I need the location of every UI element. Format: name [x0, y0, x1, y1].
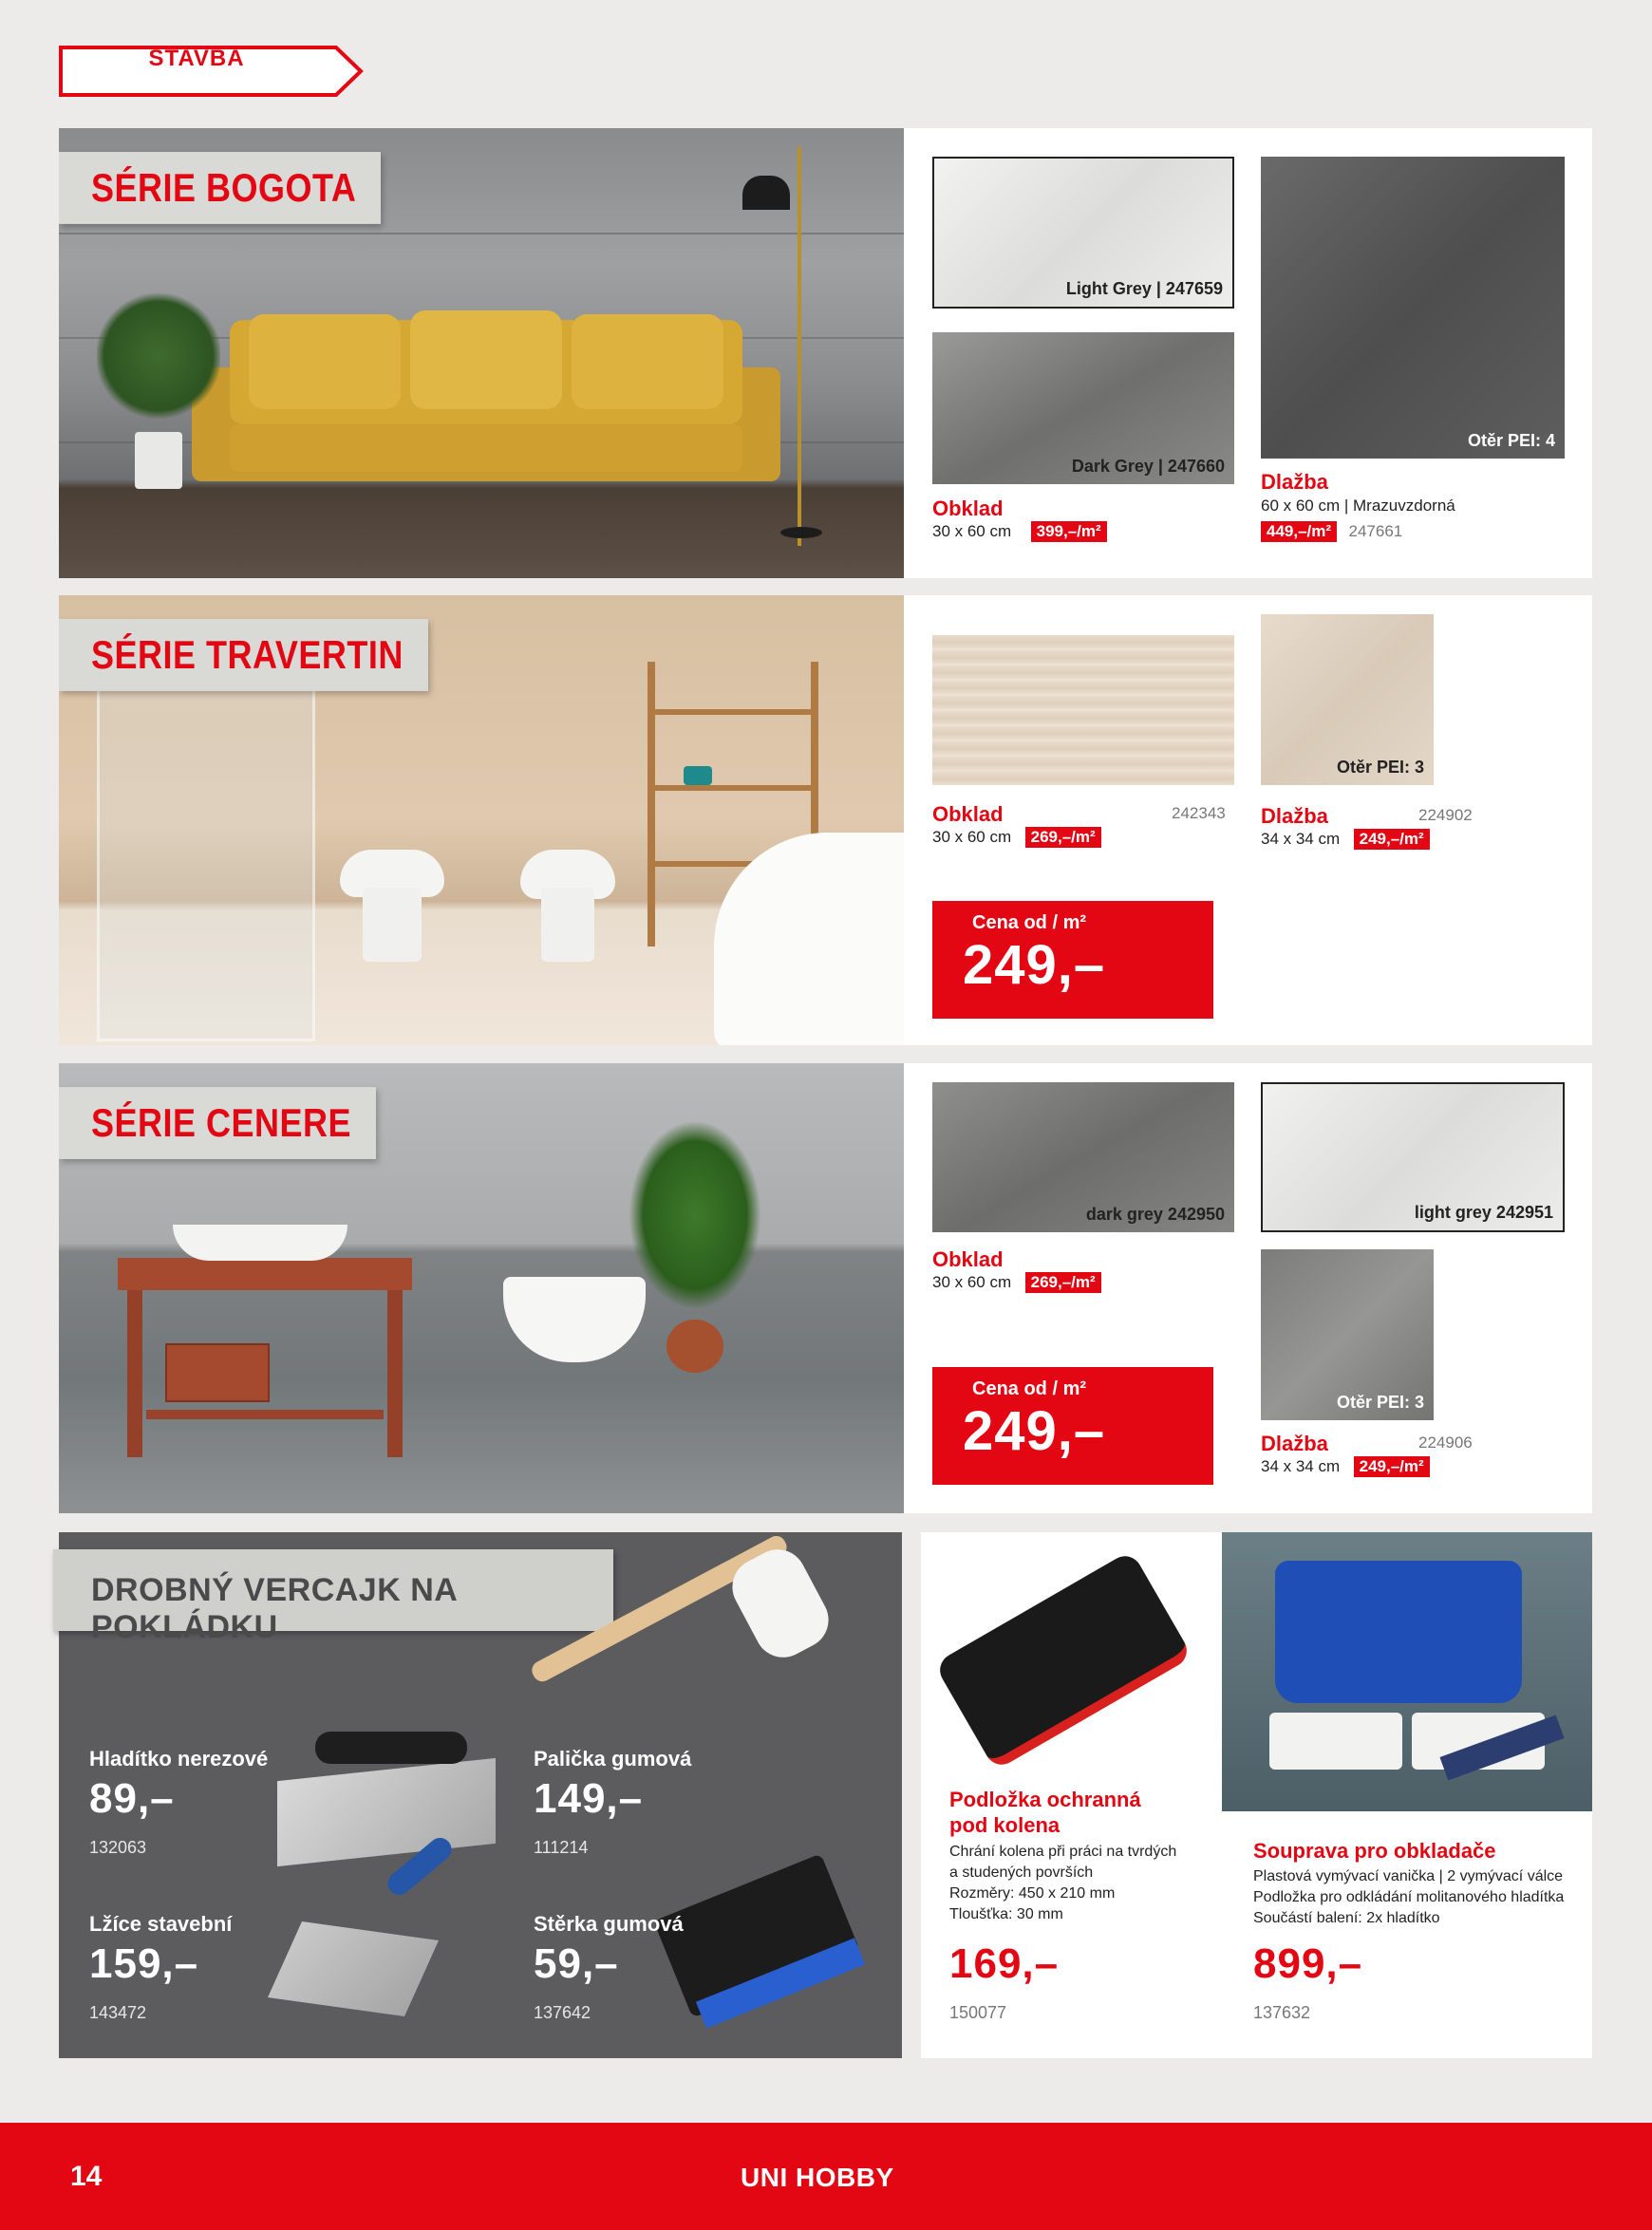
- travertin-dlazba-info: [1261, 829, 1430, 850]
- tool-name-sterka: Stěrka gumová: [534, 1912, 684, 1936]
- tiler-kit-desc-2: Podložka pro odkládání molitanového hladítka: [1253, 1889, 1565, 1905]
- tool-name-lzice: Lžíce stavební: [89, 1912, 233, 1936]
- kneepad-name-1: Podložka ochranná: [949, 1788, 1141, 1811]
- kneepad-desc-4: Tloušťka: 30 mm: [949, 1906, 1063, 1922]
- tool-price-palicka: 149,–: [534, 1775, 644, 1822]
- bogota-obklad-name: Obklad: [932, 497, 1004, 520]
- cenere-dlazba-code: 224906: [1418, 1434, 1473, 1452]
- cenere-obklad-price: 269,–/m²: [1025, 1272, 1101, 1293]
- travertin-price-from: [932, 901, 1213, 1019]
- cenere-dlazba-info: [1261, 1456, 1430, 1477]
- page-number: 14: [70, 2161, 103, 2192]
- cenere-price-from: [932, 1367, 1213, 1485]
- bogota-products-card: [904, 128, 1592, 578]
- kneepad-desc-2: a studených površích: [949, 1865, 1094, 1881]
- bogota-dlazba-size: 60 x 60 cm | Mrazuvzdorná: [1261, 497, 1455, 515]
- bogota-floor-pei: Otěr PEI: 4: [1467, 431, 1555, 450]
- rubber-mallet-image: [534, 1551, 837, 1732]
- bogota-tile-light-grey: [932, 157, 1234, 309]
- potted-tree-image: [629, 1120, 761, 1377]
- bogota-dlazba-code: 247661: [1348, 522, 1403, 540]
- cenere-dlazba-price: 249,–/m²: [1354, 1456, 1430, 1477]
- travertin-floor-pei: Otěr PEI: 3: [1336, 758, 1424, 777]
- cenere-series-title: SÉRIE CENERE: [59, 1087, 376, 1159]
- tools-panel: [59, 1532, 902, 2058]
- bogota-obklad-price: 399,–/m²: [1031, 521, 1107, 542]
- travertin-price-from-label: Cena od / m²: [972, 912, 1087, 933]
- kneepad-desc-1: Chrání kolena při práci na tvrdých: [949, 1844, 1177, 1860]
- kneepad-card: [921, 1532, 1222, 2058]
- cenere-tile-floor: [1261, 1249, 1434, 1420]
- section-tag-label: STAVBA: [148, 46, 245, 71]
- travertin-tile-floor: [1261, 614, 1434, 785]
- tiler-kit-desc-3: Součástí balení: 2x hladítko: [1253, 1910, 1440, 1926]
- tiler-kit-name: Souprava pro obkladače: [1253, 1839, 1496, 1863]
- bogota-series-title: SÉRIE BOGOTA: [59, 152, 381, 224]
- cenere-dlazba-size: 34 x 34 cm: [1261, 1457, 1341, 1475]
- bricklayer-trowel-image: [268, 1855, 477, 2026]
- cenere-photo: [59, 1063, 904, 1513]
- kneepad-image: [949, 1561, 1177, 1751]
- travertin-obklad-info: [932, 827, 1101, 848]
- tiler-kit-code: 137632: [1253, 2003, 1311, 2022]
- cenere-price-from-value: 249,–: [963, 1400, 1106, 1462]
- cenere-obklad-size: 30 x 60 cm: [932, 1273, 1012, 1291]
- travertin-obklad-name: Obklad: [932, 802, 1004, 826]
- travertin-dlazba-code: 224902: [1418, 806, 1473, 824]
- tiler-kit-image: [1222, 1532, 1592, 1811]
- uni-hobby-logo: UNI HOBBY: [741, 2163, 894, 2192]
- travertin-dlazba-name: Dlažba: [1261, 804, 1328, 828]
- tool-code-lzice: 143472: [89, 2003, 147, 2022]
- tiler-kit-card: [1222, 1532, 1592, 2058]
- vanity-image: [118, 1258, 412, 1457]
- basin-image: [173, 1225, 347, 1261]
- travertin-dlazba-price: 249,–/m²: [1354, 829, 1430, 850]
- travertin-obklad-code: 242343: [1172, 804, 1226, 822]
- rubber-float-image: [666, 1865, 875, 2026]
- tool-price-sterka: 59,–: [534, 1940, 619, 1987]
- footer-bar: [0, 2123, 1652, 2230]
- cenere-obklad-name: Obklad: [932, 1247, 1004, 1271]
- bidet-image: [520, 850, 615, 962]
- bogota-dlazba-info: [1261, 521, 1402, 542]
- bogota-tile-dark-label: Dark Grey | 247660: [1071, 457, 1225, 476]
- cenere-dlazba-name: Dlažba: [1261, 1432, 1328, 1455]
- kneepad-price: 169,–: [949, 1940, 1060, 1987]
- travertin-price-from-value: 249,–: [963, 934, 1106, 996]
- tool-price-lzice: 159,–: [89, 1940, 199, 1987]
- bogota-obklad-size: 30 x 60 cm: [932, 522, 1012, 540]
- travertin-obklad-price: 269,–/m²: [1025, 827, 1101, 848]
- cenere-products-card: [904, 1063, 1592, 1513]
- kneepad-desc-3: Rozměry: 450 x 210 mm: [949, 1885, 1116, 1902]
- tiler-kit-price: 899,–: [1253, 1940, 1363, 1987]
- travertin-series-title: SÉRIE TRAVERTIN: [59, 619, 428, 691]
- bogota-tile-light-label: Light Grey | 247659: [1065, 279, 1223, 298]
- notched-trowel-image: [277, 1732, 505, 1855]
- tool-code-hladitko: 132063: [89, 1838, 147, 1857]
- bogota-tile-dark-grey: [932, 332, 1234, 484]
- tool-name-palicka: Palička gumová: [534, 1747, 692, 1771]
- travertin-dlazba-size: 34 x 34 cm: [1261, 830, 1341, 848]
- bogota-tile-floor: [1261, 157, 1565, 459]
- bogota-obklad-info: [932, 521, 1107, 542]
- tiler-kit-desc-1: Plastová vymývací vanička | 2 vymývací válce: [1253, 1868, 1564, 1884]
- kneepad-code: 150077: [949, 2003, 1007, 2022]
- freestanding-tub-image: [503, 1277, 646, 1362]
- cenere-obklad-info: [932, 1272, 1101, 1293]
- bogota-dlazba-name: Dlažba: [1261, 470, 1328, 494]
- toilet-image: [340, 850, 444, 962]
- cenere-tile-dark-grey: [932, 1082, 1234, 1232]
- section-tag: [59, 46, 365, 97]
- sofa-image: [192, 320, 780, 491]
- travertin-photo: [59, 595, 904, 1045]
- cenere-tile-light-label: light grey 242951: [1414, 1203, 1553, 1222]
- cenere-tile-light-grey: [1261, 1082, 1565, 1232]
- floor-lamp-image: [742, 147, 837, 546]
- kneepad-name-2: pod kolena: [949, 1813, 1061, 1837]
- tool-code-sterka: 137642: [534, 2003, 591, 2022]
- travertin-obklad-size: 30 x 60 cm: [932, 828, 1012, 846]
- plant-image: [87, 290, 230, 479]
- travertin-tile-wall: [932, 635, 1234, 785]
- bogota-photo: [59, 128, 904, 578]
- cenere-tile-dark-label: dark grey 242950: [1085, 1205, 1225, 1224]
- cenere-price-from-label: Cena od / m²: [972, 1378, 1087, 1399]
- tools-title: DROBNÝ VERCAJK NA POKLÁDKU: [53, 1549, 613, 1631]
- tool-name-hladitko: Hladítko nerezové: [89, 1747, 269, 1771]
- tool-price-hladitko: 89,–: [89, 1775, 175, 1822]
- travertin-products-card: [904, 595, 1592, 1045]
- tool-code-palicka: 111214: [534, 1838, 589, 1857]
- cenere-floor-pei: Otěr PEI: 3: [1336, 1393, 1424, 1412]
- bogota-dlazba-price: 449,–/m²: [1261, 521, 1337, 542]
